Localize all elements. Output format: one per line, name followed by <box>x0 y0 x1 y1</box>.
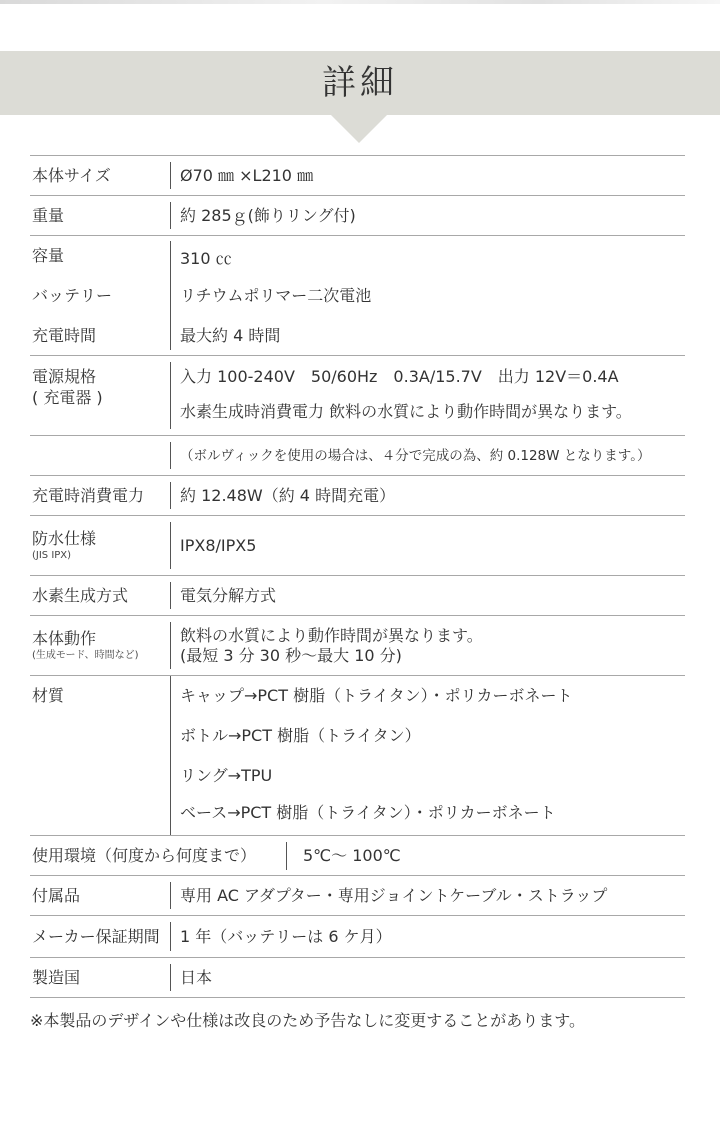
spec-label: 製造国 <box>32 967 81 987</box>
top-divider <box>0 0 720 4</box>
spec-row-hydrogen-method <box>30 576 685 616</box>
spec-row-power <box>30 356 685 436</box>
spec-label: 材質 <box>32 686 65 705</box>
spec-label: 使用環境（何度から何度まで） <box>32 845 257 865</box>
spec-label: 重量 <box>32 205 65 225</box>
spec-note: （ボルヴィックを使用の場合は、４分で完成の為、約 0.128W となります。） <box>180 447 651 464</box>
spec-value: IPX8/IPX5 <box>180 535 257 555</box>
spec-label: 本体動作 <box>32 628 97 648</box>
spec-row-size <box>30 156 685 196</box>
spec-row-charge-power <box>30 476 685 516</box>
spec-row-capacity-battery-charge <box>30 236 685 356</box>
spec-value: 専用 AC アダプター・専用ジョイントケーブル・ストラップ <box>180 885 608 905</box>
spec-table <box>30 155 685 998</box>
spec-label: 充電時消費電力 <box>32 485 145 505</box>
spec-label: 防水仕様 <box>32 528 97 548</box>
spec-label: 付属品 <box>32 885 81 905</box>
spec-row-weight <box>30 196 685 236</box>
spec-label: 容量 <box>32 246 65 265</box>
spec-label: 本体サイズ <box>32 165 111 185</box>
spec-label: 水素生成方式 <box>32 585 129 605</box>
spec-value: リチウムポリマー二次電池 <box>180 286 372 305</box>
spec-label: バッテリー <box>32 286 113 305</box>
material-item: ボトル→PCT 樹脂（トライタン） <box>180 726 421 745</box>
spec-label: 電源規格 <box>32 367 97 386</box>
spec-value: 入力 100-240V 50/60Hz 0.3A/15.7V 出力 12V＝0.4A <box>180 367 619 386</box>
spec-label: メーカー保証期間 <box>32 926 160 946</box>
spec-sublabel: (JIS IPX) <box>32 549 72 561</box>
spec-value: 310 ㏄ <box>180 248 232 268</box>
spec-value: 飲料の水質により動作時間が異なります。 <box>180 625 483 645</box>
spec-sublabel: (生成モード、時間など) <box>32 649 139 661</box>
spec-value: 約 285ｇ(飾りリング付) <box>180 205 356 225</box>
spec-row-warranty <box>30 916 685 958</box>
spec-value: 電気分解方式 <box>180 585 277 605</box>
spec-value: (最短 3 分 30 秒～最大 10 分) <box>180 645 402 665</box>
spec-row-accessories <box>30 876 685 916</box>
title-arrow-icon <box>331 115 387 143</box>
spec-value: Ø70 ㎜ ×L210 ㎜ <box>180 165 314 185</box>
spec-value: 約 12.48W（約 4 時間充電） <box>180 485 396 505</box>
material-item: キャップ→PCT 樹脂（トライタン）・ポリカーボネート <box>180 686 573 705</box>
spec-value: 水素生成時消費電力 飲料の水質により動作時間が異なります。 <box>180 402 632 421</box>
spec-row-power-note <box>30 436 685 476</box>
spec-value: 5℃～ 100℃ <box>303 845 401 865</box>
spec-value: 最大約 4 時間 <box>180 326 281 345</box>
spec-label: 充電時間 <box>32 326 97 345</box>
material-item: リング→TPU <box>180 766 273 785</box>
material-item: ベース→PCT 樹脂（トライタン）・ポリカーボネート <box>180 803 556 822</box>
spec-value: 日本 <box>180 967 213 987</box>
spec-value: 1 年（バッテリーは 6 ケ月） <box>180 926 392 946</box>
spec-sublabel: ( 充電器 ) <box>32 388 103 407</box>
section-title: 詳細 <box>322 63 398 103</box>
spec-row-environment <box>30 836 685 876</box>
spec-row-operation <box>30 616 685 676</box>
spec-row-material <box>30 676 685 836</box>
spec-row-origin <box>30 958 685 998</box>
spec-row-waterproof <box>30 516 685 576</box>
disclaimer-footnote: ※本製品のデザインや仕様は改良のため予告なしに変更することがあります。 <box>30 1011 586 1030</box>
